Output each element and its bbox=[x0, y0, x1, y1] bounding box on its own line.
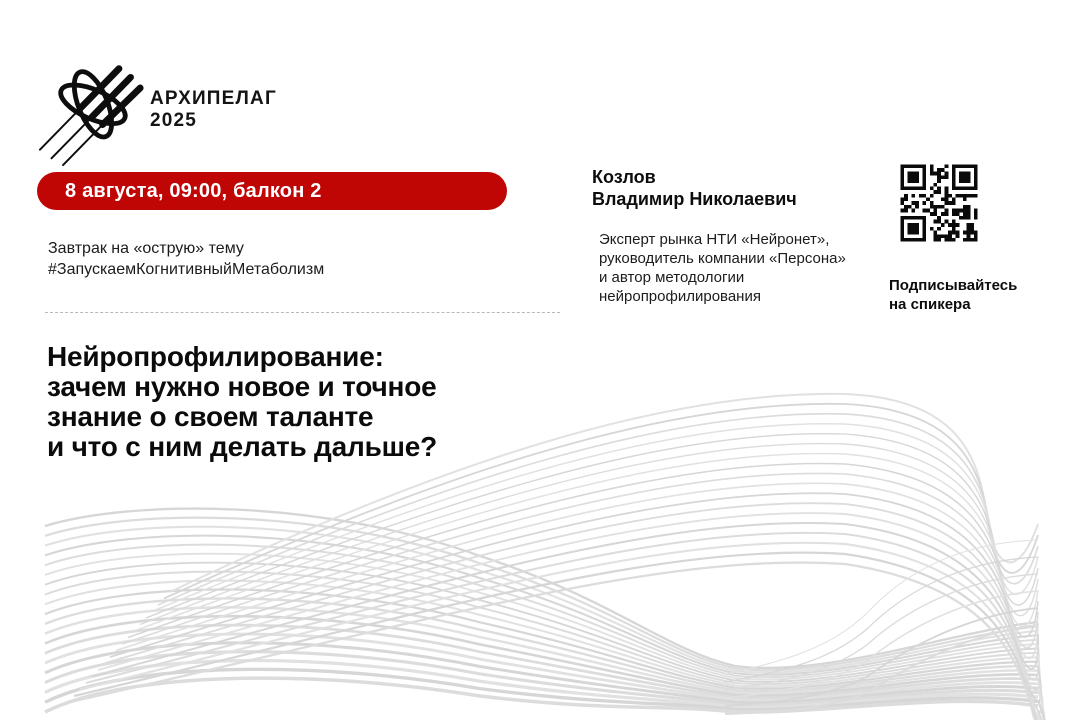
qr-code bbox=[893, 157, 985, 249]
speaker-bio-line: руководитель компании «Персона» bbox=[599, 250, 846, 267]
format-hashtag: #ЗапускаемКогнитивныйМетаболизм bbox=[48, 261, 325, 278]
brand-name: АРХИПЕЛАГ bbox=[150, 88, 277, 109]
qr-caption-line: Подписывайтесь bbox=[889, 277, 1018, 294]
session-title bbox=[47, 342, 437, 462]
format-line: Завтрак на «острую» тему bbox=[48, 240, 244, 257]
session-format bbox=[48, 238, 324, 280]
session-title-line: и что с ним делать дальше? bbox=[47, 431, 438, 462]
brand-wordmark bbox=[150, 88, 277, 132]
speaker-bio-line: нейропрофилирования bbox=[599, 288, 761, 305]
speaker-bio bbox=[599, 230, 846, 306]
speaker-last-name: Козлов bbox=[592, 167, 656, 187]
session-badge-label: 8 августа, 09:00, балкон 2 bbox=[65, 179, 322, 202]
speaker-name bbox=[592, 166, 797, 210]
archipelago-logo-icon bbox=[38, 56, 146, 170]
qr-caption-line: на спикера bbox=[889, 296, 971, 313]
brand-year: 2025 bbox=[150, 110, 198, 131]
dashed-divider bbox=[45, 312, 560, 313]
speaker-bio-line: и автор методологии bbox=[599, 269, 745, 286]
speaker-bio-line: Эксперт рынка НТИ «Нейронет», bbox=[599, 231, 830, 248]
speaker-first-middle-name: Владимир Николаевич bbox=[592, 189, 797, 209]
qr-caption bbox=[889, 276, 1017, 314]
session-title-line: Нейропрофилирование: bbox=[47, 341, 384, 372]
session-title-line: зачем нужно новое и точное bbox=[47, 371, 437, 402]
session-title-line: знание о своем таланте bbox=[47, 401, 374, 432]
session-badge bbox=[37, 172, 507, 210]
